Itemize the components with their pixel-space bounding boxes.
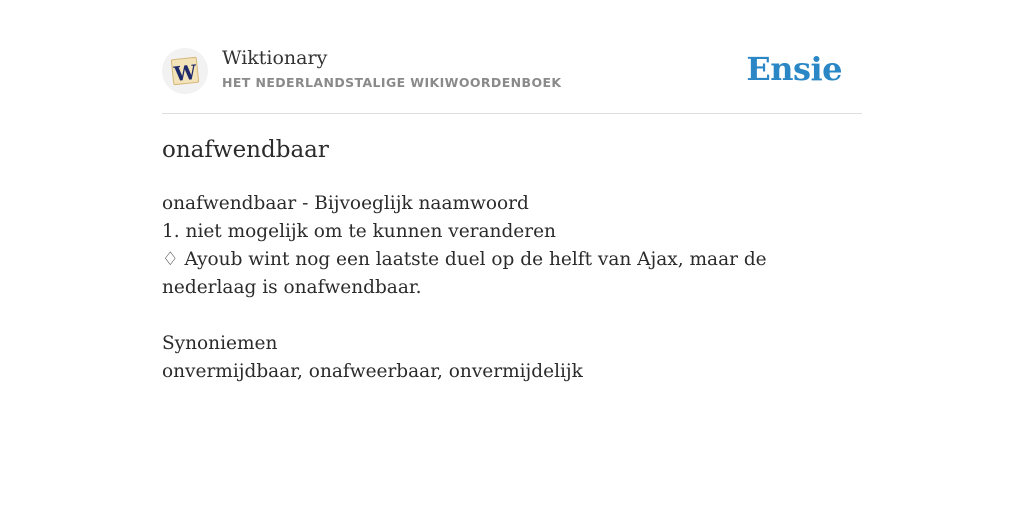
definition-text: 1. niet mogelijk om te kunnen veranderen [162, 221, 556, 242]
synonyms-list: onvermijdbaar, onafweerbaar, onvermijdelijk [162, 361, 583, 382]
entry-content [162, 190, 862, 386]
site-subtitle: HET NEDERLANDSTALIGE WIKIWOORDENBOEK [222, 75, 562, 90]
site-header [162, 46, 862, 96]
entry-title: onafwendbaar [162, 137, 329, 163]
spacer [162, 302, 862, 330]
wiktionary-logo-icon [169, 55, 201, 87]
definition-heading: onafwendbaar - Bijvoeglijk naamwoord [162, 193, 529, 214]
example-sentence: ♢ Ayoub wint nog een laatste duel op de helft van Ajax, maar de nederlaag is onafwendbaar. [162, 249, 767, 298]
page [162, 0, 862, 512]
wiktionary-logo[interactable] [162, 48, 208, 94]
site-title[interactable]: Wiktionary [222, 47, 328, 69]
synonyms-heading: Synoniemen [162, 333, 278, 354]
logo-letter: W [172, 59, 198, 87]
header-divider [162, 113, 862, 114]
ensie-brand-link[interactable]: Ensie [746, 50, 842, 88]
